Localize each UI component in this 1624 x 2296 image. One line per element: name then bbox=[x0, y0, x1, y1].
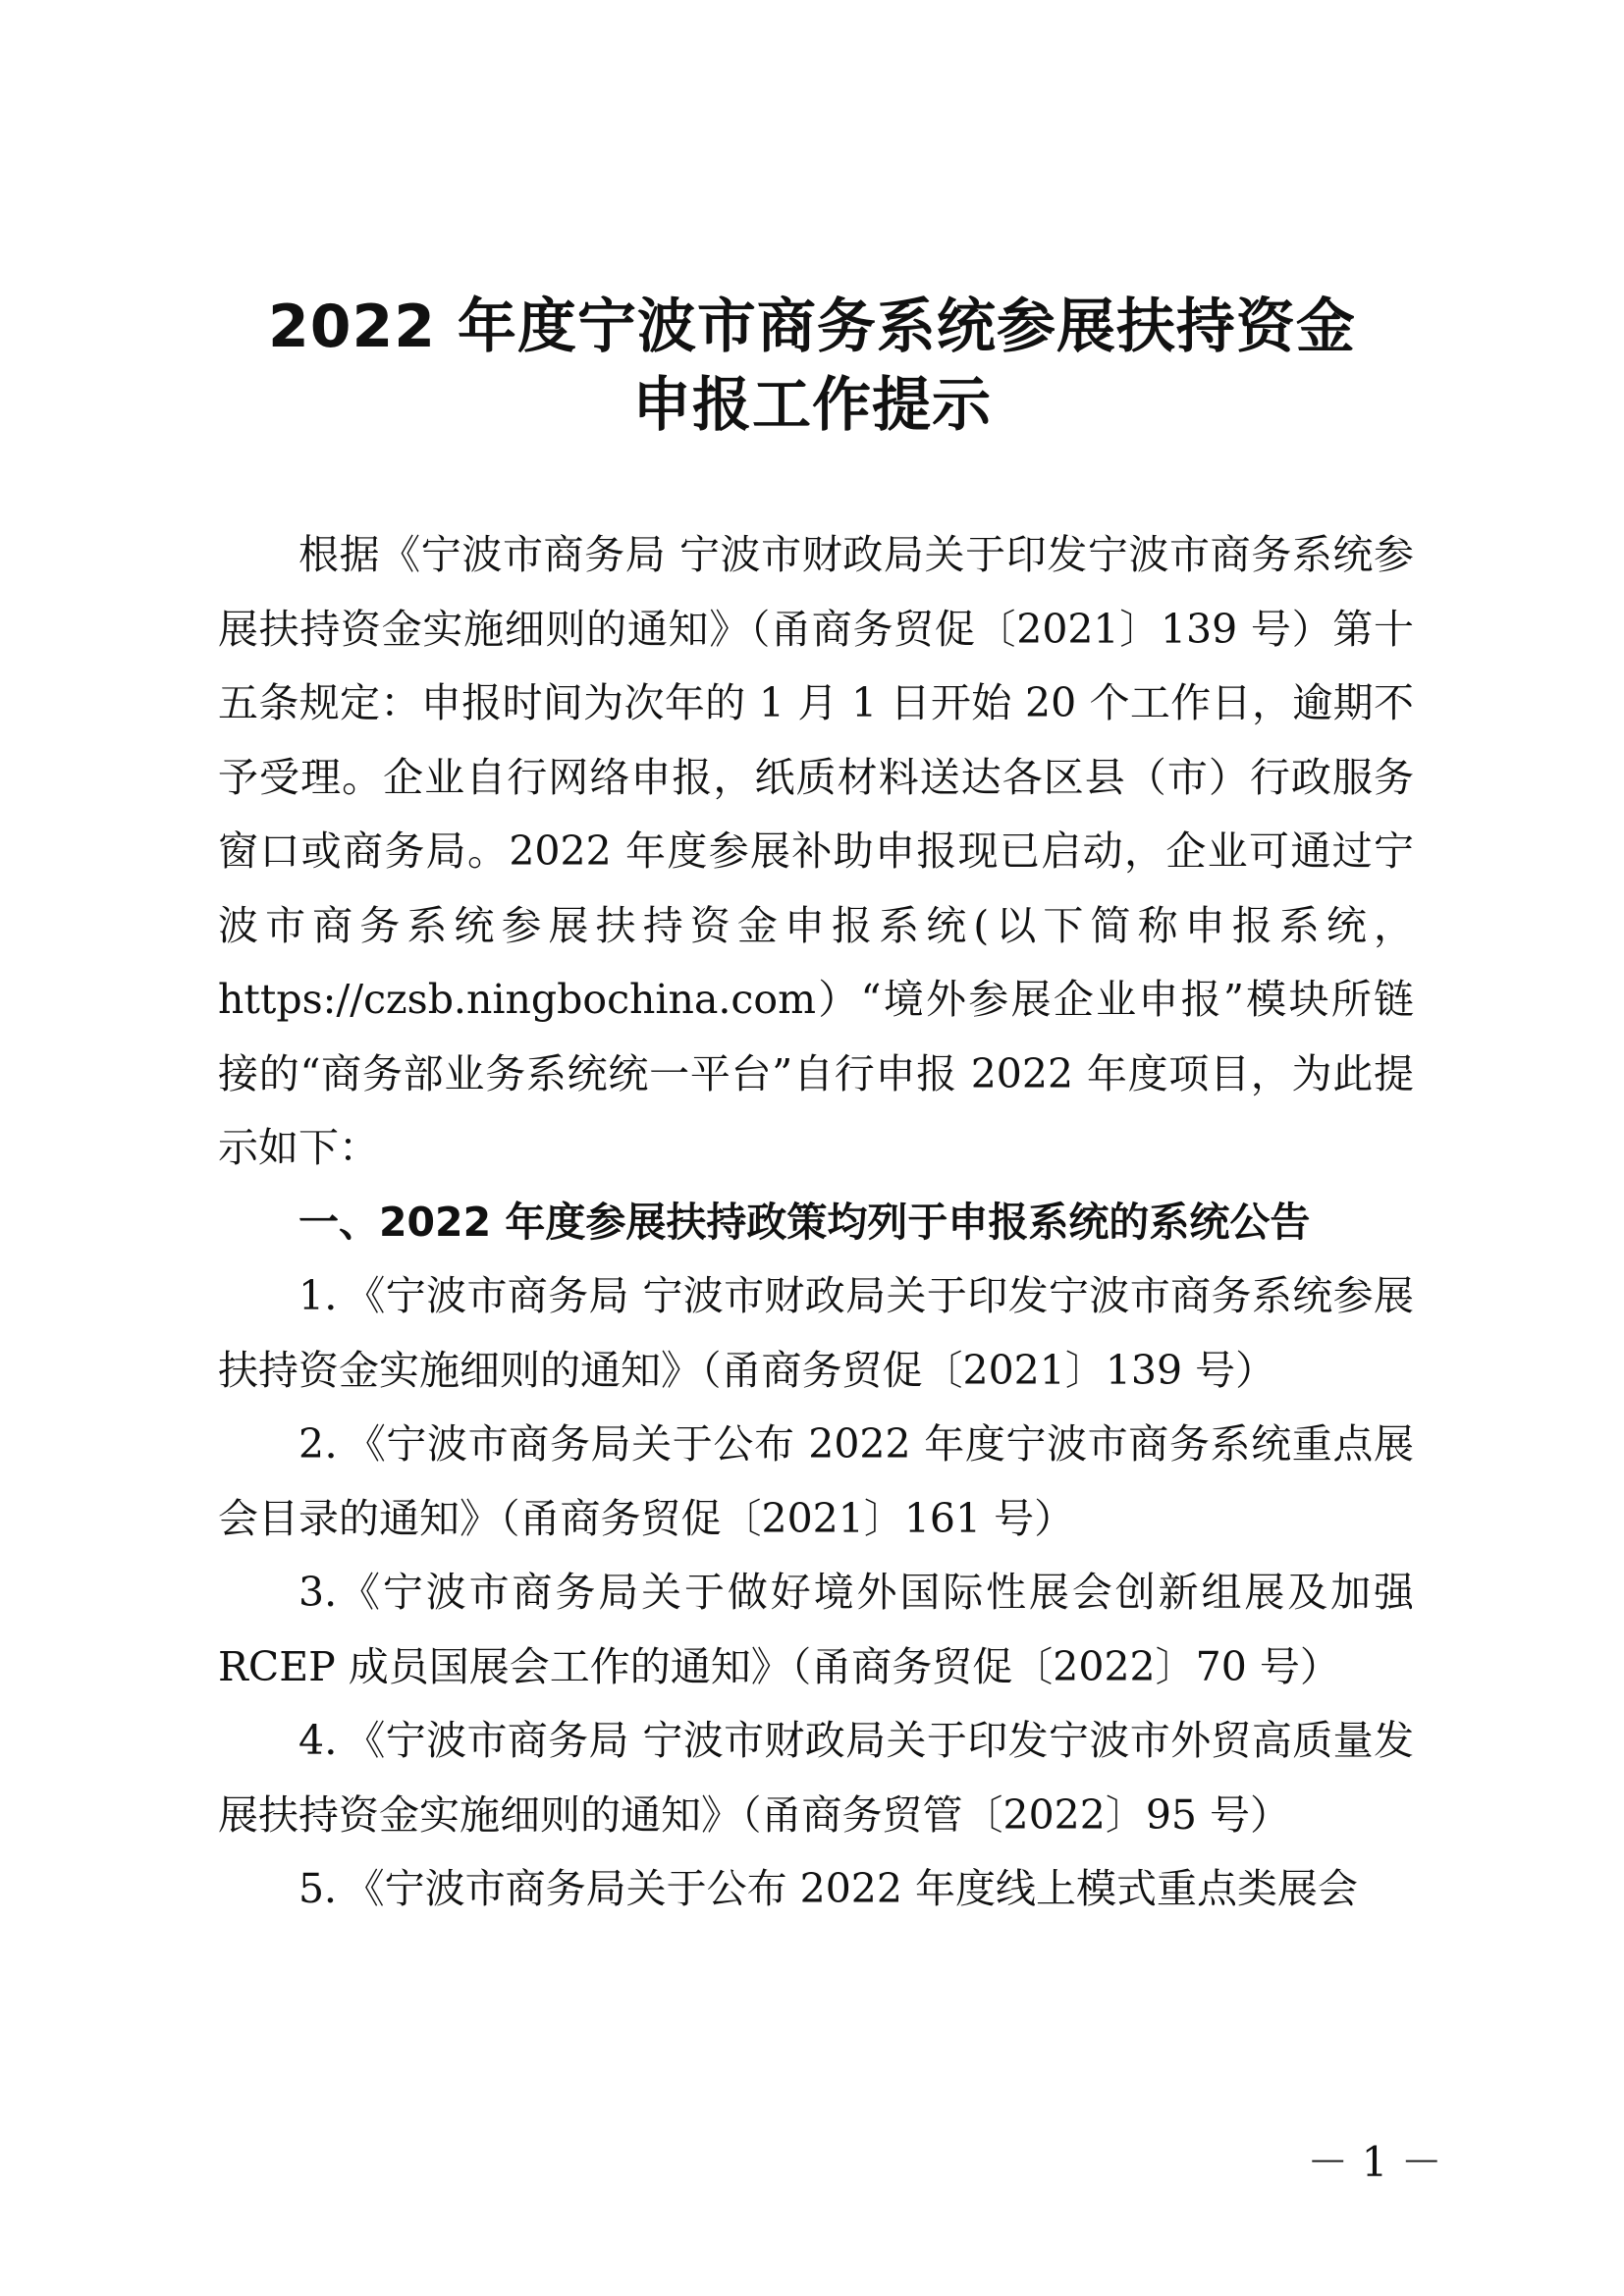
document-title-line-1: 2022 年度宁波市商务系统参展扶持资金 bbox=[268, 293, 1356, 361]
list-item: 1．《宁波市商务局 宁波市财政局关于印发宁波市商务系统参展扶持资金实施细则的通知》（甬商务贸促〔2021〕139 号） bbox=[218, 1272, 1414, 1394]
section-heading: 一、2022 年度参展扶持政策均列于申报系统的系统公告 bbox=[298, 1198, 1311, 1246]
list-item: 3.《宁波市商务局关于做好境外国际性展会创新组展及加强 RCEP 成员国展会工作的通知》（甬商务贸促〔2022〕70 号） bbox=[218, 1569, 1414, 1690]
page-number: － 1 － bbox=[1307, 2138, 1442, 2186]
document-body bbox=[218, 518, 1414, 1927]
list-item: 2．《宁波市商务局关于公布 2022 年度宁波市商务系统重点展会目录的通知》（甬商务贸促〔2021〕161 号） bbox=[218, 1420, 1414, 1542]
list-item: 5．《宁波市商务局关于公布 2022 年度线上模式重点类展会 bbox=[298, 1865, 1358, 1912]
intro-paragraph: 根据《宁波市商务局 宁波市财政局关于印发宁波市商务系统参展扶持资金实施细则的通知》（甬商务贸促〔2021〕139 号）第十五条规定：申报时间为次年的 1 月 1 日开始 20 个工作日，逾期不予受理。企业自行网络申报，纸质材料送达各区县（市）行政服务窗口或商务局。2022 年度参展补助申报现已启动，企业可通过宁波市商务系统参展扶持资金申报系统(以下简称申报系统，https://czsb.ningbochina.com）“境外参展企业申报”模块所链接的“商务部业务系统统一平台”自行申报 2022 年度项目，为此提示如下： bbox=[218, 531, 1414, 1171]
list-item: 4．《宁波市商务局 宁波市财政局关于印发宁波市外贸高质量发展扶持资金实施细则的通知》（甬商务贸管〔2022〕95 号） bbox=[218, 1717, 1414, 1839]
document-title-line-2: 申报工作提示 bbox=[632, 371, 992, 440]
